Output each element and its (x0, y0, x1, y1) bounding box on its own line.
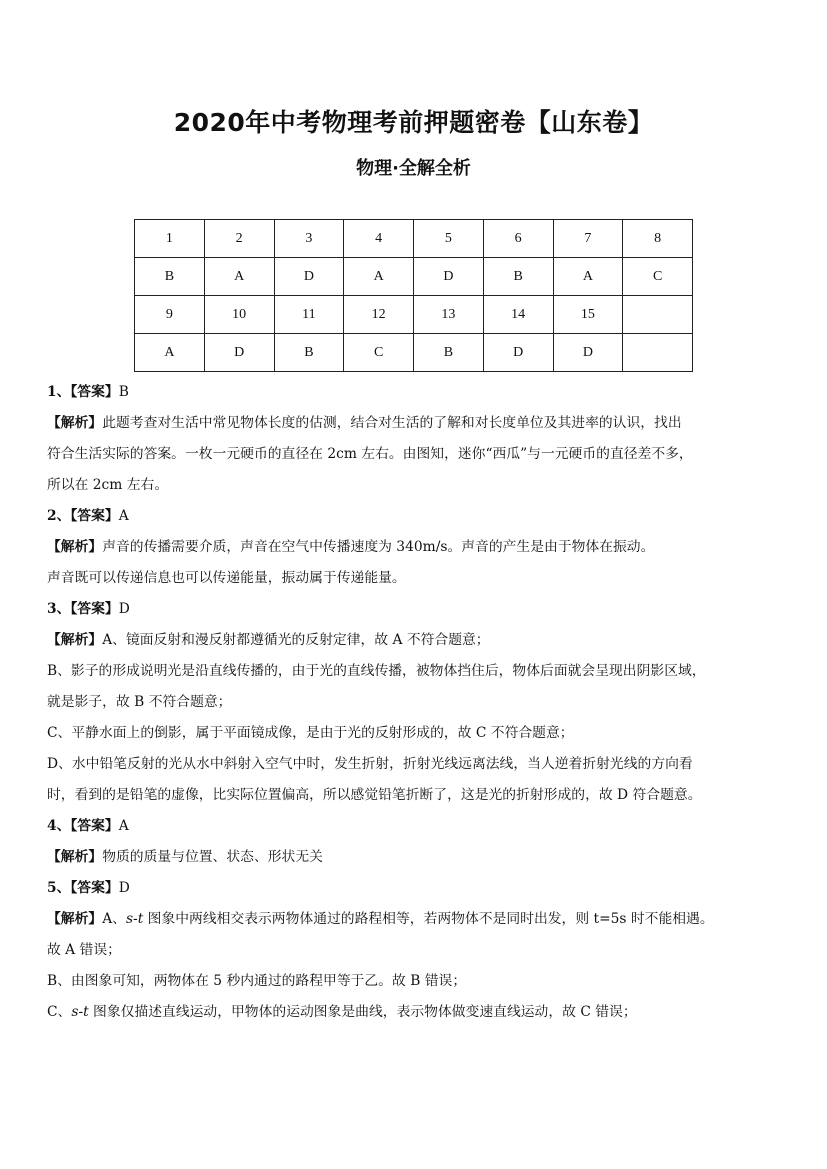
analysis-line (47, 625, 782, 656)
table-cell: D (414, 258, 484, 296)
analysis-line: C、平静水面上的倒影，属于平面镜成像，是由于光的反射形成的，故 C 不符合题意； (47, 725, 574, 741)
analysis-label: 【解析】 (47, 539, 103, 555)
answer-value: B (118, 384, 129, 400)
table-cell: C (344, 334, 414, 372)
st-graph-term: s-t (125, 911, 144, 927)
analysis-line: 时，看到的是铅笔的虚像，比实际位置偏高，所以感觉铅笔折断了，这是光的折射形成的，故 D 符合题意。 (47, 787, 702, 803)
table-cell: A (204, 258, 274, 296)
analysis-line (47, 904, 782, 935)
table-cell: 10 (204, 296, 274, 334)
table-cell: A (135, 334, 205, 372)
analysis-line: 就是影子，故 B 不符合题意； (47, 694, 232, 710)
table-cell: D (553, 334, 623, 372)
analysis-line (47, 997, 782, 1028)
table-cell: D (483, 334, 553, 372)
table-cell (623, 334, 693, 372)
answer-label: 【答案】 (70, 508, 119, 524)
table-cell: 15 (553, 296, 623, 334)
table-cell: 9 (135, 296, 205, 334)
table-cell: 13 (414, 296, 484, 334)
table-cell: B (483, 258, 553, 296)
table-cell: 8 (623, 220, 693, 258)
table-cell: 14 (483, 296, 553, 334)
analysis-line: B、由图象可知，两物体在 5 秒内通过的路程甲等于乙。故 B 错误； (47, 973, 467, 989)
table-cell: C (623, 258, 693, 296)
table-cell: B (274, 334, 344, 372)
table-cell: 11 (274, 296, 344, 334)
table-cell: 6 (483, 220, 553, 258)
document-subtitle: 物理·全解全析 (356, 158, 471, 179)
analysis-text: C、 (47, 1004, 72, 1020)
analysis-line (47, 842, 782, 873)
table-cell: 2 (204, 220, 274, 258)
analysis-line: 符合生活实际的答案。一枚一元硬币的直径在 2cm 左右。由图知，迷你“西瓜”与一元硬币的直径差不多， (47, 446, 693, 462)
analysis-line (47, 532, 782, 563)
answer-value: D (118, 601, 130, 617)
answer-label: 【答案】 (70, 818, 119, 834)
table-row (135, 220, 693, 258)
question-number: 4、 (47, 818, 71, 834)
analysis-line: 声音既可以传递信息也可以传递能量，振动属于传递能量。 (47, 570, 406, 586)
answer-value: D (118, 880, 130, 896)
question-number: 2、 (47, 508, 71, 524)
table-cell: D (274, 258, 344, 296)
st-graph-term: s-t (71, 1004, 89, 1020)
answer-heading (47, 811, 782, 842)
table-cell: 5 (414, 220, 484, 258)
answer-heading (47, 594, 782, 625)
answer-label: 【答案】 (70, 601, 119, 617)
analysis-line: D、水中铅笔反射的光从水中斜射入空气中时，发生折射，折射光线远离法线，当人逆着折射光线的方向看 (47, 756, 693, 772)
analysis-label: 【解析】 (47, 632, 103, 648)
table-cell: 7 (553, 220, 623, 258)
analysis-label: 【解析】 (47, 415, 103, 431)
table-cell: 4 (344, 220, 414, 258)
analysis-text: 此题考查对生活中常见物体长度的估测，结合对生活的了解和对长度单位及其进率的认识，找出 (102, 415, 682, 431)
table-cell: A (553, 258, 623, 296)
answer-key-table (134, 219, 693, 372)
analysis-text: A、 (102, 911, 126, 927)
table-cell: 12 (344, 296, 414, 334)
analysis-text: A、镜面反射和漫反射都遵循光的反射定律，故 A 不符合题意； (102, 632, 490, 648)
question-number: 3、 (47, 601, 71, 617)
analysis-label: 【解析】 (47, 911, 103, 927)
table-row (135, 258, 693, 296)
analysis-line: 所以在 2cm 左右。 (47, 477, 169, 493)
table-cell: 1 (135, 220, 205, 258)
solutions-body (47, 377, 782, 1028)
analysis-line (47, 408, 782, 439)
question-number: 1、 (47, 384, 71, 400)
table-row (135, 334, 693, 372)
question-number: 5、 (47, 880, 71, 896)
table-cell: D (204, 334, 274, 372)
table-cell: B (135, 258, 205, 296)
answer-label: 【答案】 (70, 880, 119, 896)
analysis-text: 物质的质量与位置、状态、形状无关 (102, 849, 323, 865)
table-cell: A (344, 258, 414, 296)
answer-heading (47, 873, 782, 904)
document-title: 2020年中考物理考前押题密卷【山东卷】 (173, 108, 654, 137)
table-cell (623, 296, 693, 334)
analysis-text: 图象仅描述直线运动，甲物体的运动图象是曲线，表示物体做变速直线运动，故 C 错误； (88, 1004, 637, 1020)
analysis-text: 图象中两线相交表示两物体通过的路程相等，若两物体不是同时出发，则 t=5s 时不能相遇。 (143, 911, 714, 927)
answer-heading (47, 377, 782, 408)
analysis-label: 【解析】 (47, 849, 103, 865)
analysis-line: 故 A 错误； (47, 942, 121, 958)
table-row (135, 296, 693, 334)
answer-value: A (118, 508, 129, 524)
answer-value: A (118, 818, 129, 834)
table-cell: B (414, 334, 484, 372)
table-cell: 3 (274, 220, 344, 258)
analysis-text: 声音的传播需要介质，声音在空气中传播速度为 340m/s。声音的产生是由于物体在振动。 (102, 539, 655, 555)
analysis-line: B、影子的形成说明光是沿直线传播的，由于光的直线传播，被物体挡住后，物体后面就会呈现出阴影区域， (47, 663, 706, 679)
answer-heading (47, 501, 782, 532)
answer-label: 【答案】 (70, 384, 119, 400)
